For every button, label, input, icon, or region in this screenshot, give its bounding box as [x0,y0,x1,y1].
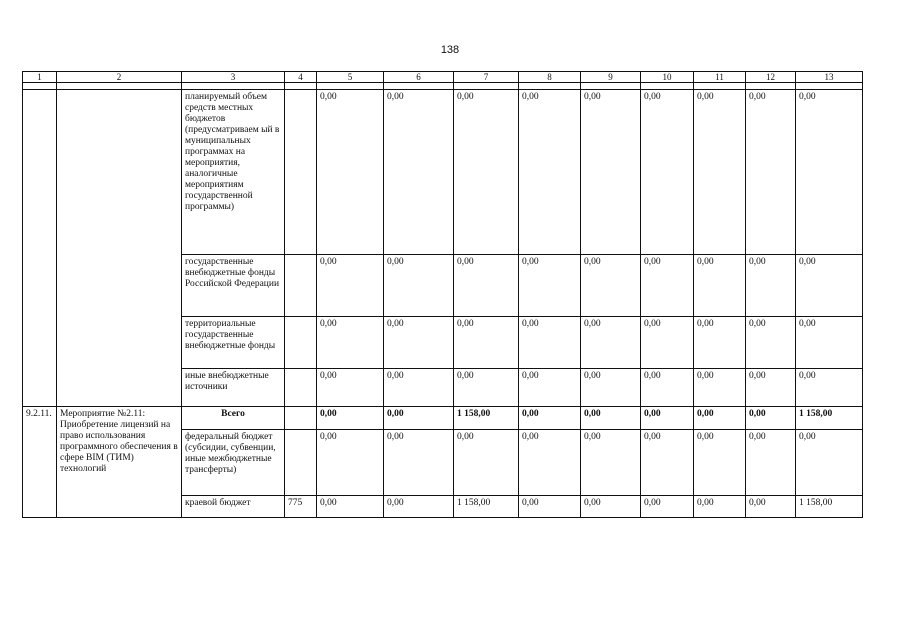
funding-source-cell: территориальные государственные внебюджетные фонды [182,317,285,369]
value-cell: 0,00 [519,90,581,255]
column-number: 8 [519,72,581,83]
column-number: 2 [57,72,182,83]
funding-source-cell: Всего [182,407,285,430]
value-cell: 0,00 [519,496,581,518]
value-cell: 0,00 [641,369,694,407]
value-cell: 0,00 [519,430,581,496]
column-number: 6 [384,72,454,83]
value-cell: 0,00 [746,407,796,430]
value-cell: 0,00 [796,255,863,317]
value-cell: 1 158,00 [796,407,863,430]
funding-source-cell: государственные внебюджетные фонды Российской Федерации [182,255,285,317]
value-cell: 0,00 [694,496,746,518]
column-number: 5 [317,72,384,83]
column-number: 7 [454,72,519,83]
value-cell: 0,00 [796,369,863,407]
column-number: 3 [182,72,285,83]
column-number: 1 [23,72,57,83]
value-cell: 0,00 [641,90,694,255]
value-cell: 0,00 [317,407,384,430]
value-cell: 0,00 [641,407,694,430]
value-cell: 0,00 [384,407,454,430]
value-cell: 0,00 [581,90,641,255]
value-cell: 0,00 [581,496,641,518]
column-number: 4 [285,72,317,83]
value-cell: 0,00 [384,317,454,369]
value-cell: 0,00 [694,90,746,255]
number-cell [23,90,57,407]
activity-name-cell: Мероприятие №2.11: Приобретение лицензий на право использования программного обеспечения в сфере BIM (ТИМ) технологий [57,407,182,518]
table-row [23,407,863,430]
value-cell: 0,00 [796,90,863,255]
separator-row [23,83,863,90]
funding-source-cell: планируемый объем средств местных бюджетов (предусматриваем ый в муниципальных программах на мероприятия, аналогичные мероприятиям государственной программы) [182,90,285,255]
value-cell: 0,00 [641,317,694,369]
page-number: 138 [440,44,460,56]
value-cell: 0,00 [746,255,796,317]
value-cell: 1 158,00 [796,496,863,518]
value-cell: 0,00 [796,317,863,369]
value-cell: 0,00 [581,407,641,430]
column-number: 12 [746,72,796,83]
column-number: 13 [796,72,863,83]
value-cell: 0,00 [746,430,796,496]
value-cell: 0,00 [384,90,454,255]
value-cell: 0,00 [454,369,519,407]
budget-code-cell [285,369,317,407]
column-number: 10 [641,72,694,83]
value-cell: 0,00 [581,430,641,496]
value-cell: 0,00 [317,369,384,407]
value-cell: 0,00 [454,90,519,255]
value-cell: 0,00 [796,430,863,496]
value-cell: 0,00 [641,496,694,518]
value-cell: 0,00 [317,255,384,317]
budget-code-cell [285,407,317,430]
column-number: 11 [694,72,746,83]
value-cell: 0,00 [317,90,384,255]
column-number: 9 [581,72,641,83]
funding-source-cell: федеральный бюджет (субсидии, субвенции, иные межбюджетные трансферты) [182,430,285,496]
value-cell: 0,00 [384,255,454,317]
value-cell: 0,00 [384,496,454,518]
value-cell: 0,00 [694,369,746,407]
value-cell: 0,00 [454,317,519,369]
value-cell: 0,00 [746,369,796,407]
value-cell: 0,00 [694,255,746,317]
value-cell: 0,00 [746,90,796,255]
table-row [23,90,863,255]
value-cell: 0,00 [641,255,694,317]
value-cell: 0,00 [746,496,796,518]
funding-source-cell: краевой бюджет [182,496,285,518]
value-cell: 0,00 [317,430,384,496]
budget-code-cell [285,255,317,317]
value-cell: 0,00 [641,430,694,496]
activity-number-cell: 9.2.11. [23,407,57,518]
budget-code-cell [285,317,317,369]
value-cell: 0,00 [519,407,581,430]
value-cell: 0,00 [581,255,641,317]
value-cell: 0,00 [317,496,384,518]
value-cell: 0,00 [746,317,796,369]
table-body [23,72,863,518]
activity-name-cell [57,90,182,407]
budget-code-cell [285,90,317,255]
budget-code-cell [285,430,317,496]
column-number-row [23,72,863,83]
value-cell: 0,00 [694,407,746,430]
value-cell: 0,00 [454,255,519,317]
budget-table [22,71,863,518]
value-cell: 1 158,00 [454,496,519,518]
value-cell: 0,00 [454,430,519,496]
value-cell: 0,00 [581,369,641,407]
value-cell: 0,00 [519,369,581,407]
value-cell: 0,00 [317,317,384,369]
value-cell: 1 158,00 [454,407,519,430]
value-cell: 0,00 [519,317,581,369]
value-cell: 0,00 [384,369,454,407]
value-cell: 0,00 [694,317,746,369]
value-cell: 0,00 [519,255,581,317]
value-cell: 0,00 [694,430,746,496]
funding-source-cell: иные внебюджетные источники [182,369,285,407]
value-cell: 0,00 [384,430,454,496]
value-cell: 0,00 [581,317,641,369]
budget-code-cell: 775 [285,496,317,518]
